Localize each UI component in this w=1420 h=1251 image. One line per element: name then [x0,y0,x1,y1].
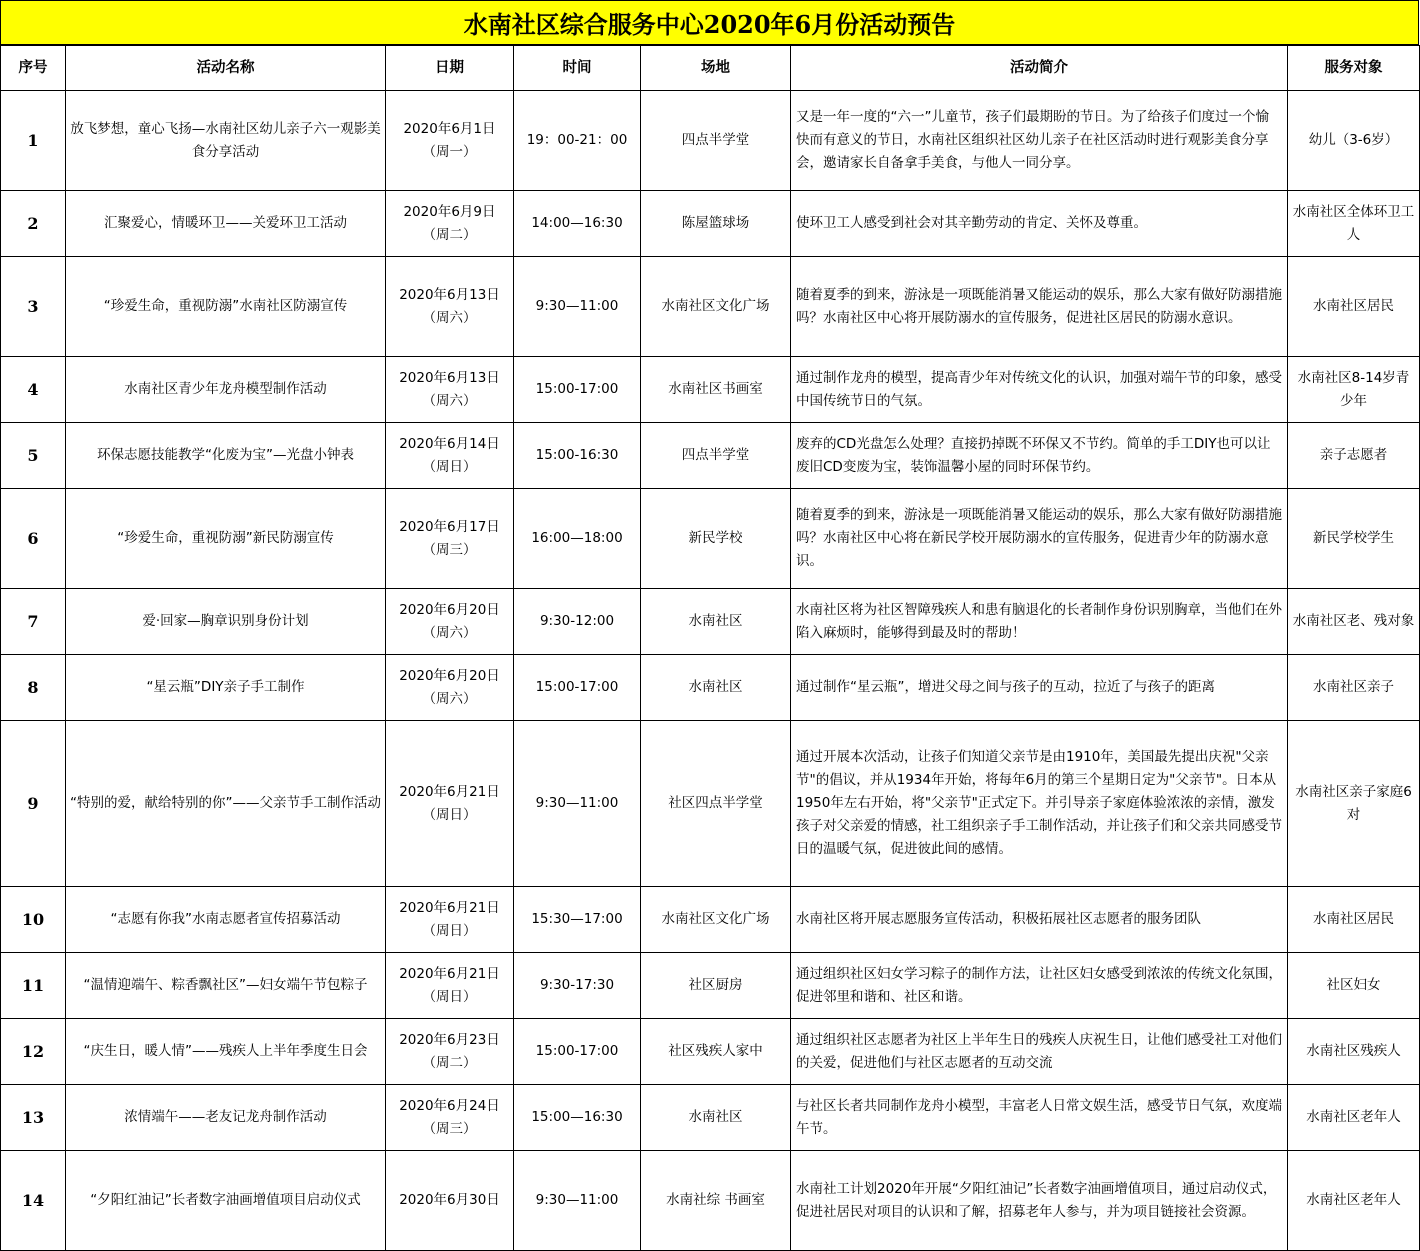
cell-no: 2 [1,191,66,257]
cell-target: 水南社区8-14岁青少年 [1288,357,1420,423]
cell-no: 1 [1,91,66,191]
cell-date-text: 2020年6月20日 [399,667,500,684]
cell-intro: 水南社工计划2020年开展“夕阳红油记”长者数字油画增值项目，通过启动仪式，促进社居民对项目的认识和了解，招募老年人参与，并为项目链接社会资源。 [791,1151,1288,1251]
cell-name: “志愿有你我”水南志愿者宣传招募活动 [66,887,386,953]
cell-time: 9:30—11:00 [514,257,641,357]
cell-date-text: 2020年6月30日 [399,1192,500,1208]
table-row [1,655,1420,721]
cell-name: “珍爱生命，重视防溺”水南社区防溺宣传 [66,257,386,357]
cell-weekday: （周二） [422,226,477,243]
cell-no: 14 [1,1151,66,1251]
cell-date-text: 2020年6月21日 [399,783,500,800]
cell-time: 15:00-17:00 [514,1019,641,1085]
cell-target: 幼儿（3-6岁） [1288,91,1420,191]
cell-venue: 水南社区 [641,1085,791,1151]
cell-time: 15:30—17:00 [514,887,641,953]
cell-target: 水南社区亲子家庭6对 [1288,721,1420,887]
cell-intro: 水南社区将为社区智障残疾人和患有脑退化的长者制作身份识别胸章，当他们在外陷入麻烦时，能够得到最及时的帮助！ [791,589,1288,655]
header-venue: 场地 [641,46,791,91]
cell-intro: 废弃的CD光盘怎么处理？直接扔掉既不环保又不节约。简单的手工DIY也可以让废旧CD变废为宝，装饰温馨小屋的同时环保节约。 [791,423,1288,489]
cell-venue: 新民学校 [641,489,791,589]
header-time: 时间 [514,46,641,91]
cell-name: “庆生日，暖人情”——残疾人上半年季度生日会 [66,1019,386,1085]
cell-target: 水南社区老年人 [1288,1085,1420,1151]
cell-time: 14:00—16:30 [514,191,641,257]
cell-date [386,1151,514,1251]
cell-target: 新民学校学生 [1288,489,1420,589]
cell-date [386,257,514,357]
cell-venue: 社区四点半学堂 [641,721,791,887]
cell-name: “夕阳红油记”长者数字油画增值项目启动仪式 [66,1151,386,1251]
cell-no: 7 [1,589,66,655]
cell-name: 汇聚爱心，情暖环卫——关爱环卫工活动 [66,191,386,257]
cell-date-text: 2020年6月13日 [399,369,500,386]
cell-venue: 水南社区书画室 [641,357,791,423]
cell-time: 15:00-17:00 [514,655,641,721]
cell-no: 6 [1,489,66,589]
cell-date-text: 2020年6月23日 [399,1031,500,1048]
cell-time: 9:30-12:00 [514,589,641,655]
cell-date-text: 2020年6月21日 [399,965,500,982]
cell-target: 亲子志愿者 [1288,423,1420,489]
cell-weekday: （周六） [422,309,477,326]
activity-table [0,45,1420,1251]
cell-intro: 水南社区将开展志愿服务宣传活动，积极拓展社区志愿者的服务团队 [791,887,1288,953]
cell-name: 水南社区青少年龙舟模型制作活动 [66,357,386,423]
cell-date [386,655,514,721]
cell-target: 水南社区居民 [1288,257,1420,357]
cell-intro: 通过组织社区志愿者为社区上半年生日的残疾人庆祝生日，让他们感受社工对他们的关爱，促进他们与社区志愿者的互动交流 [791,1019,1288,1085]
cell-time: 16:00—18:00 [514,489,641,589]
table-row [1,91,1420,191]
cell-no: 10 [1,887,66,953]
cell-no: 11 [1,953,66,1019]
cell-no: 5 [1,423,66,489]
cell-intro: 通过开展本次活动，让孩子们知道父亲节是由1910年，美国最先提出庆祝"父亲节"的倡议，并从1934年开始，将每年6月的第三个星期日定为"父亲节"。日本从1950年左右开始，将"父亲节"正式定下。并引导亲子家庭体验浓浓的亲情，激发孩子对父亲爱的情感，社工组织亲子手工制作活动，并让孩子们和父亲共同感受节日的温暖气氛，促进彼此间的感情。 [791,721,1288,887]
table-row [1,257,1420,357]
cell-date [386,953,514,1019]
cell-date [386,91,514,191]
cell-date-text: 2020年6月20日 [399,601,500,618]
cell-intro: 使环卫工人感受到社会对其辛勤劳动的肯定、关怀及尊重。 [791,191,1288,257]
cell-time: 9:30-17:30 [514,953,641,1019]
cell-venue: 水南社综 书画室 [641,1151,791,1251]
sheet-title: 水南社区综合服务中心2020年6月份活动预告 [0,0,1419,45]
cell-venue: 水南社区文化广场 [641,257,791,357]
cell-venue: 陈屋篮球场 [641,191,791,257]
cell-weekday: （周六） [422,690,477,707]
cell-no: 4 [1,357,66,423]
cell-date-text: 2020年6月21日 [399,899,500,916]
table-row [1,357,1420,423]
cell-weekday: （周日） [422,922,477,939]
cell-venue: 四点半学堂 [641,91,791,191]
cell-date [386,1085,514,1151]
cell-name: “珍爱生命，重视防溺”新民防溺宣传 [66,489,386,589]
table-row [1,1085,1420,1151]
cell-date-text: 2020年6月17日 [399,518,500,535]
cell-date [386,423,514,489]
cell-target: 水南社区亲子 [1288,655,1420,721]
header-date: 日期 [386,46,514,91]
cell-date [386,357,514,423]
cell-date-text: 2020年6月24日 [399,1097,500,1114]
cell-intro: 又是一年一度的“六一”儿童节，孩子们最期盼的节日。为了给孩子们度过一个愉快而有意义的节日，水南社区组织社区幼儿亲子在社区活动时进行观影美食分享会，邀请家长自备拿手美食，与他人一同分享。 [791,91,1288,191]
cell-target: 水南社区老年人 [1288,1151,1420,1251]
cell-name: 浓情端午——老友记龙舟制作活动 [66,1085,386,1151]
cell-name: “星云瓶”DIY亲子手工制作 [66,655,386,721]
cell-date [386,721,514,887]
cell-weekday: （周三） [422,541,477,558]
cell-name: 爱·回家—胸章识别身份计划 [66,589,386,655]
table-row [1,887,1420,953]
header-row [1,46,1420,91]
table-row [1,589,1420,655]
cell-weekday: （周三） [422,1120,477,1137]
cell-name: 环保志愿技能教学“化废为宝”—光盘小钟表 [66,423,386,489]
cell-venue: 四点半学堂 [641,423,791,489]
cell-target: 水南社区残疾人 [1288,1019,1420,1085]
cell-name: “温情迎端午、粽香飘社区”—妇女端午节包粽子 [66,953,386,1019]
table-row [1,423,1420,489]
cell-time: 15:00-16:30 [514,423,641,489]
cell-time: 19：00-21：00 [514,91,641,191]
cell-date-text: 2020年6月9日 [403,203,496,220]
header-target: 服务对象 [1288,46,1420,91]
cell-weekday: （周六） [422,624,477,641]
cell-no: 3 [1,257,66,357]
cell-time: 15:00—16:30 [514,1085,641,1151]
header-intro: 活动简介 [791,46,1288,91]
cell-weekday: （周日） [422,806,477,823]
header-name: 活动名称 [66,46,386,91]
cell-weekday: （周日） [422,458,477,475]
cell-date [386,1019,514,1085]
cell-venue: 水南社区文化广场 [641,887,791,953]
cell-venue: 社区厨房 [641,953,791,1019]
cell-no: 13 [1,1085,66,1151]
cell-no: 8 [1,655,66,721]
cell-venue: 水南社区 [641,589,791,655]
cell-target: 水南社区老、残对象 [1288,589,1420,655]
table-row [1,1151,1420,1251]
cell-venue: 水南社区 [641,655,791,721]
cell-weekday: （周二） [422,1054,477,1071]
cell-name: 放飞梦想，童心飞扬—水南社区幼儿亲子六一观影美食分享活动 [66,91,386,191]
table-row [1,953,1420,1019]
cell-date-text: 2020年6月1日 [403,120,496,137]
cell-date [386,887,514,953]
cell-intro: 随着夏季的到来，游泳是一项既能消暑又能运动的娱乐，那么大家有做好防溺措施吗？水南社区中心将在新民学校开展防溺水的宣传服务，促进青少年的防溺水意识。 [791,489,1288,589]
cell-date-text: 2020年6月14日 [399,435,500,452]
cell-target: 水南社区居民 [1288,887,1420,953]
cell-time: 9:30—11:00 [514,721,641,887]
cell-time: 9:30—11:00 [514,1151,641,1251]
header-no: 序号 [1,46,66,91]
table-row [1,721,1420,887]
cell-intro: 通过制作“星云瓶”，增进父母之间与孩子的互动，拉近了与孩子的距离 [791,655,1288,721]
cell-no: 9 [1,721,66,887]
cell-date [386,191,514,257]
cell-weekday: （周六） [422,392,477,409]
cell-weekday: （周日） [422,988,477,1005]
cell-no: 12 [1,1019,66,1085]
cell-intro: 与社区长者共同制作龙舟小模型，丰富老人日常文娱生活，感受节日气氛，欢度端午节。 [791,1085,1288,1151]
cell-intro: 通过制作龙舟的模型，提高青少年对传统文化的认识，加强对端午节的印象，感受中国传统节日的气氛。 [791,357,1288,423]
cell-date [386,589,514,655]
table-row [1,191,1420,257]
table-row [1,1019,1420,1085]
cell-target: 社区妇女 [1288,953,1420,1019]
cell-date-text: 2020年6月13日 [399,286,500,303]
cell-time: 15:00-17:00 [514,357,641,423]
cell-weekday: （周一） [422,143,477,160]
cell-intro: 随着夏季的到来，游泳是一项既能消暑又能运动的娱乐，那么大家有做好防溺措施吗？水南社区中心将开展防溺水的宣传服务，促进社区居民的防溺水意识。 [791,257,1288,357]
table-row [1,489,1420,589]
cell-name: “特别的爱，献给特别的你”——父亲节手工制作活动 [66,721,386,887]
cell-date [386,489,514,589]
cell-venue: 社区残疾人家中 [641,1019,791,1085]
cell-intro: 通过组织社区妇女学习粽子的制作方法，让社区妇女感受到浓浓的传统文化氛围，促进邻里和谐和、社区和谐。 [791,953,1288,1019]
cell-target: 水南社区全体环卫工人 [1288,191,1420,257]
